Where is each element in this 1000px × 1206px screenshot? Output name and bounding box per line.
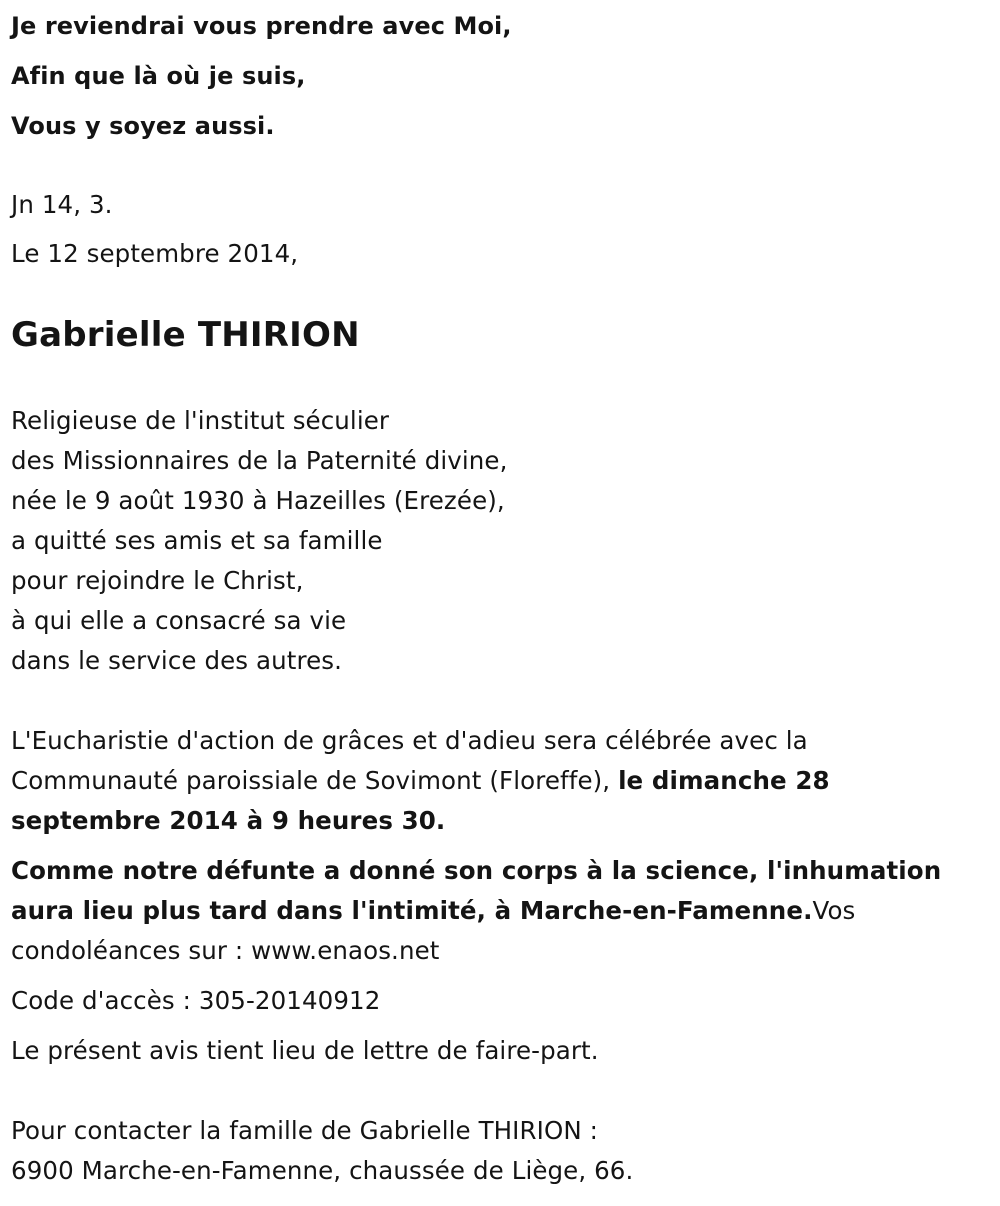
condolences-start: Vos xyxy=(812,896,856,925)
bio-line-3: née le 9 août 1930 à Hazeilles (Erezée), xyxy=(11,486,505,515)
scripture-reference: Jn 14, 3. xyxy=(11,190,113,219)
burial-line-2 xyxy=(11,896,855,926)
contact-address: 6900 Marche-en-Famenne, chaussée de Liège, 66. xyxy=(11,1156,634,1185)
ceremony-line-2 xyxy=(11,766,830,796)
contact-line-1: Pour contacter la famille de Gabrielle THIRION : xyxy=(11,1116,598,1145)
deceased-name: Gabrielle THIRION xyxy=(11,315,360,355)
burial-place: aura lieu plus tard dans l'intimité, à Marche-en-Famenne. xyxy=(11,896,813,925)
burial-line-1: Comme notre défunte a donné son corps à la science, l'inhumation xyxy=(11,856,942,885)
ceremony-date-start: le dimanche 28 xyxy=(618,766,830,795)
condolences-website: condoléances sur : www.enaos.net xyxy=(11,936,440,965)
ceremony-date-end: septembre 2014 à 9 heures 30. xyxy=(11,806,446,835)
bio-line-1: Religieuse de l'institut séculier xyxy=(11,406,390,435)
bio-line-5: pour rejoindre le Christ, xyxy=(11,566,304,595)
ceremony-line-1: L'Eucharistie d'action de grâces et d'adieu sera célébrée avec la xyxy=(11,726,808,755)
bio-line-4: a quitté ses amis et sa famille xyxy=(11,526,383,555)
ceremony-place: Communauté paroissiale de Sovimont (Floreffe), xyxy=(11,766,619,795)
verse-line-2: Afin que là où je suis, xyxy=(11,62,306,90)
notice-text: Le présent avis tient lieu de lettre de faire-part. xyxy=(11,1036,599,1065)
verse-line-1: Je reviendrai vous prendre avec Moi, xyxy=(11,12,512,40)
verse-line-3: Vous y soyez aussi. xyxy=(11,112,275,140)
access-code: Code d'accès : 305-20140912 xyxy=(11,986,381,1015)
bio-line-2: des Missionnaires de la Paternité divine, xyxy=(11,446,508,475)
date-line: Le 12 septembre 2014, xyxy=(11,239,299,268)
bio-line-6: à qui elle a consacré sa vie xyxy=(11,606,347,635)
bio-line-7: dans le service des autres. xyxy=(11,646,343,675)
